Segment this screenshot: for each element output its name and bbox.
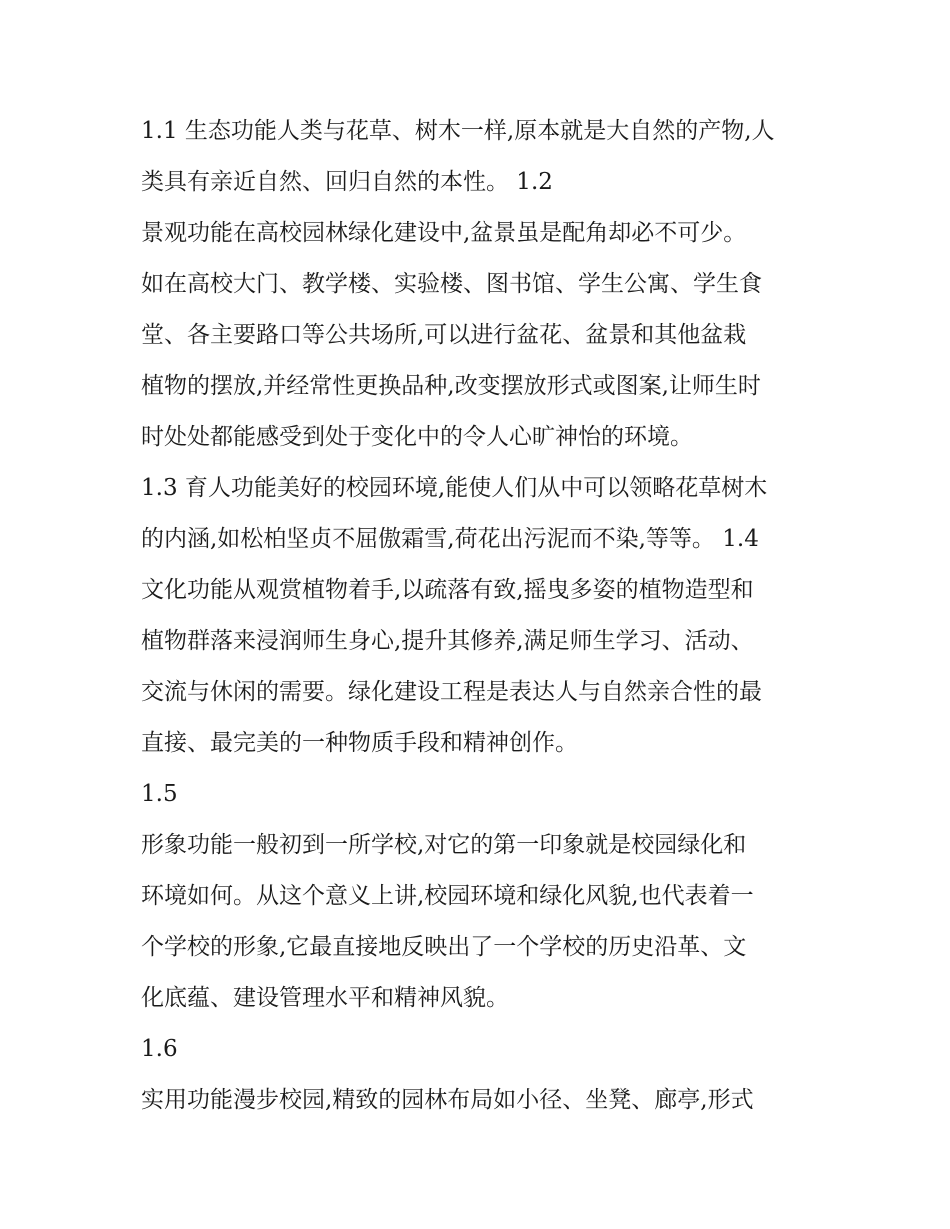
text-line: 景观功能在高校园林绿化建设中,盆景虽是配角却必不可少。 xyxy=(141,220,747,246)
text-line: 实用功能漫步校园,精致的园林布局如小径、坐凳、廊亭,形式 xyxy=(141,1087,754,1113)
text-line: 1.1 生态功能人类与花草、树木一样,原本就是大自然的产物,人 xyxy=(141,118,775,144)
text-line: 个学校的形象,它最直接地反映出了一个学校的历史沿革、文 xyxy=(141,934,747,960)
text-line: 类具有亲近自然、回归自然的本性。 1.2 xyxy=(141,169,553,195)
text-line: 化底蕴、建设管理水平和精神风貌。 xyxy=(141,985,509,1011)
text-line: 堂、各主要路口等公共场所,可以进行盆花、盆景和其他盆栽 xyxy=(141,322,747,348)
text-line: 文化功能从观赏植物着手,以疏落有致,摇曳多姿的植物造型和 xyxy=(141,577,754,603)
section-number: 1.5 xyxy=(141,781,178,807)
text-line: 时处处都能感受到处于变化中的令人心旷神怡的环境。 xyxy=(141,424,693,450)
text-line: 形象功能一般初到一所学校,对它的第一印象就是校园绿化和 xyxy=(141,832,747,858)
text-line: 植物群落来浸润师生身心,提升其修养,满足师生学习、活动、 xyxy=(141,628,754,654)
text-line: 如在高校大门、教学楼、实验楼、图书馆、学生公寓、学生食 xyxy=(141,271,762,297)
section-number: 1.6 xyxy=(141,1036,178,1062)
text-line: 的内涵,如松柏坚贞不屈傲霜雪,荷花出污泥而不染,等等。 1.4 xyxy=(141,526,759,552)
text-line: 直接、最完美的一种物质手段和精神创作。 xyxy=(141,730,578,756)
text-line: 交流与休闲的需要。绿化建设工程是表达人与自然亲合性的最 xyxy=(141,679,762,705)
text-line: 环境如何。从这个意义上讲,校园环境和绿化风貌,也代表着一 xyxy=(141,883,754,909)
text-line: 植物的摆放,并经常性更换品种,改变摆放形式或图案,让师生时 xyxy=(141,373,761,399)
text-line: 1.3 育人功能美好的校园环境,能使人们从中可以领略花草树木 xyxy=(141,475,768,501)
body-text xyxy=(141,106,821,1126)
